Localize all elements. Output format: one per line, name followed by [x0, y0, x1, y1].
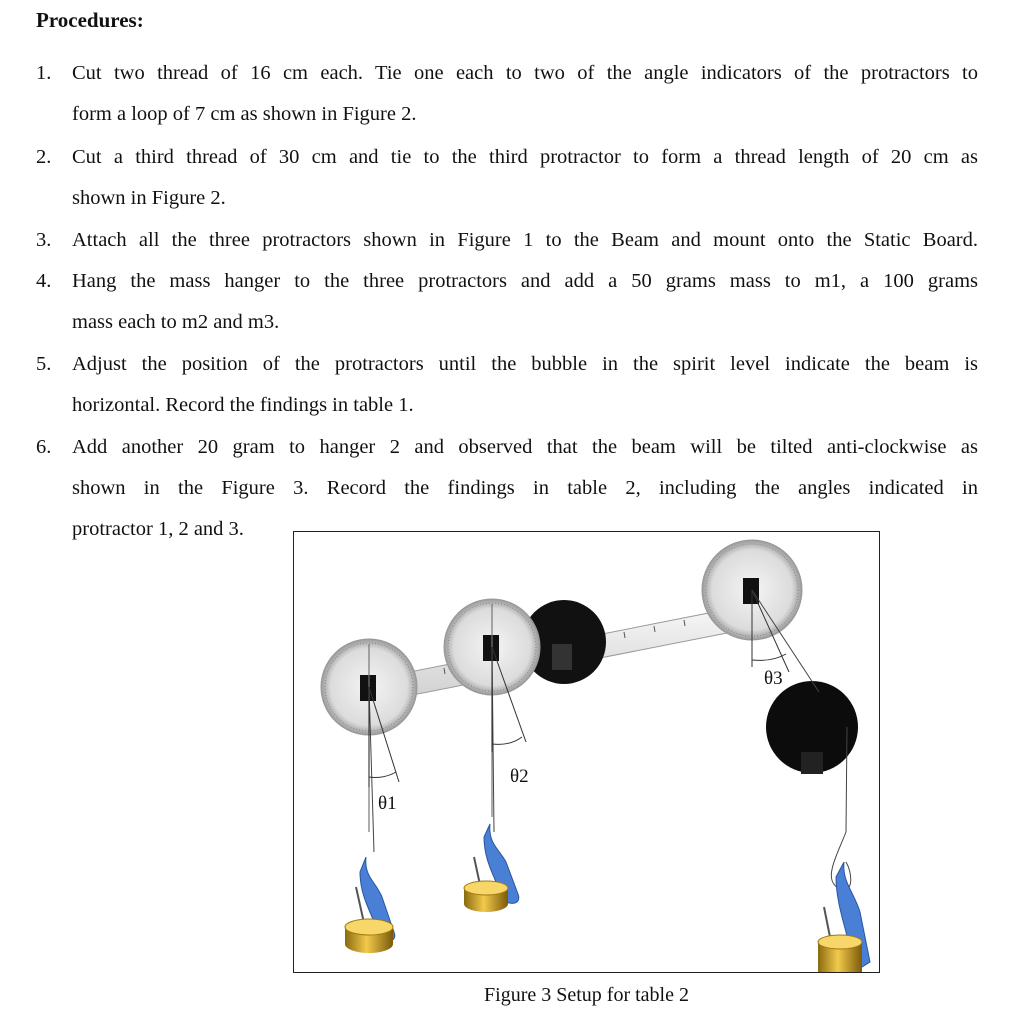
step-line: Cut a third thread of 30 cm and tie to the third protractor to form a thread length of 20 cm as — [72, 146, 978, 168]
step-number: 1. — [36, 62, 52, 84]
procedures-heading: Procedures: — [36, 8, 144, 32]
pulley — [766, 681, 858, 774]
step-number: 3. — [36, 229, 52, 251]
step-line: protractor 1, 2 and 3. — [72, 518, 244, 540]
step-line: shown in Figure 2. — [72, 187, 226, 209]
step-line: horizontal. Record the findings in table 1. — [72, 394, 414, 416]
step-line: Adjust the position of the protractors until the bubble in the spirit level indicate the beam is — [72, 353, 978, 375]
step-number: 2. — [36, 146, 52, 168]
step-line: form a loop of 7 cm as shown in Figure 2. — [72, 103, 417, 125]
apparatus-illustration — [294, 532, 880, 973]
figure-3-photo — [293, 531, 880, 973]
theta-2-label: θ2 — [510, 766, 529, 787]
step-line: Add another 20 gram to hanger 2 and observed that the beam will be tilted anti-clockwise as — [72, 436, 978, 458]
step-line: Attach all the three protractors shown in Figure 1 to the Beam and mount onto the Static Board. — [72, 229, 978, 251]
mass-hanger-3 — [818, 862, 870, 973]
step-line: Hang the mass hanger to the three protractors and add a 50 grams mass to m1, a 100 grams — [72, 270, 978, 292]
step-line: Cut two thread of 16 cm each. Tie one each to two of the angle indicators of the protractors to — [72, 62, 978, 84]
mass-hanger-1 — [345, 857, 395, 953]
mass-hanger-2 — [464, 824, 519, 912]
step-line: shown in the Figure 3. Record the findings in table 2, including the angles indicated in — [72, 477, 978, 499]
step-number: 4. — [36, 270, 52, 292]
step-line: mass each to m2 and m3. — [72, 311, 280, 333]
theta-1-label: θ1 — [378, 793, 397, 814]
step-number: 5. — [36, 353, 52, 375]
step-number: 6. — [36, 436, 52, 458]
figure-caption: Figure 3 Setup for table 2 — [484, 984, 689, 1006]
theta-3-label: θ3 — [764, 668, 783, 689]
